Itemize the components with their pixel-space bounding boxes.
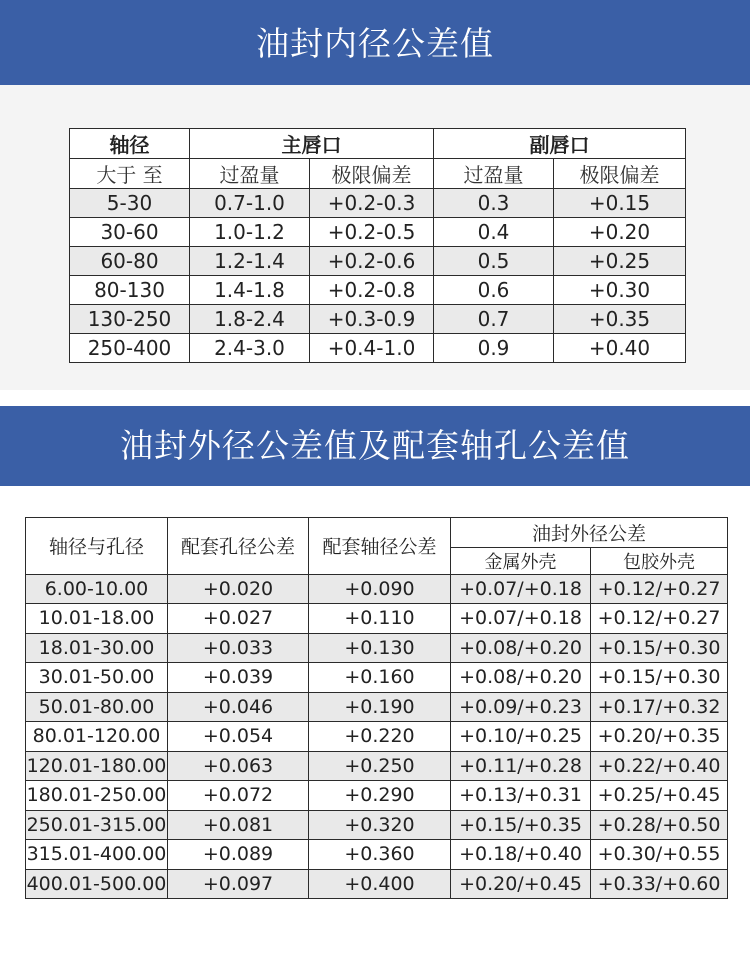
table-cell: 18.01-30.00 [26, 633, 168, 663]
subheader-interference: 过盈量 [190, 159, 310, 189]
subheader-rubber-case: 包胶外壳 [591, 547, 728, 574]
section2-title-banner [0, 406, 750, 486]
table-cell: +0.15/+0.35 [451, 810, 591, 840]
table-cell: 1.8-2.4 [190, 305, 310, 334]
table-cell: +0.2-0.3 [310, 189, 434, 218]
table-cell: 0.7-1.0 [190, 189, 310, 218]
table-cell: +0.07/+0.18 [451, 604, 591, 634]
table-cell: +0.3-0.9 [310, 305, 434, 334]
table-row [70, 276, 686, 305]
header-secondary-lip: 副唇口 [434, 129, 686, 159]
table-cell: +0.290 [309, 781, 451, 811]
table-cell: +0.09/+0.23 [451, 692, 591, 722]
table-cell: +0.10/+0.25 [451, 722, 591, 752]
table-cell: 0.9 [434, 334, 554, 363]
table-cell: +0.15/+0.30 [591, 663, 728, 693]
table-cell: 10.01-18.00 [26, 604, 168, 634]
table-cell: +0.11/+0.28 [451, 751, 591, 781]
subheader-interference: 过盈量 [434, 159, 554, 189]
table-cell: 250-400 [70, 334, 190, 363]
table-cell: +0.20/+0.45 [451, 869, 591, 899]
section1-title-banner [0, 0, 750, 85]
table-cell: +0.190 [309, 692, 451, 722]
table-cell: 120.01-180.00 [26, 751, 168, 781]
table-cell: 315.01-400.00 [26, 840, 168, 870]
table-cell: +0.08/+0.20 [451, 633, 591, 663]
table-cell: 180.01-250.00 [26, 781, 168, 811]
table-row [70, 218, 686, 247]
table-cell: 0.7 [434, 305, 554, 334]
table-cell: +0.08/+0.20 [451, 663, 591, 693]
table-row [26, 869, 728, 899]
header-main-lip: 主唇口 [190, 129, 434, 159]
section2-title: 油封外径公差值及配套轴孔公差值 [120, 426, 630, 465]
table-row [26, 692, 728, 722]
table-cell: 0.3 [434, 189, 554, 218]
table-cell: 1.2-1.4 [190, 247, 310, 276]
table-cell: +0.33/+0.60 [591, 869, 728, 899]
table-row [26, 604, 728, 634]
header-shaft-and-bore: 轴径与孔径 [26, 518, 168, 575]
table-cell: 1.0-1.2 [190, 218, 310, 247]
table-row [70, 334, 686, 363]
table-cell: +0.20 [554, 218, 686, 247]
table-cell: +0.160 [309, 663, 451, 693]
table-cell: +0.320 [309, 810, 451, 840]
table-cell: +0.30 [554, 276, 686, 305]
table-cell: +0.360 [309, 840, 451, 870]
table-cell: 60-80 [70, 247, 190, 276]
table-row [26, 781, 728, 811]
table-cell: +0.063 [168, 751, 309, 781]
table-cell: +0.40 [554, 334, 686, 363]
table-cell: +0.130 [309, 633, 451, 663]
table-cell: 30-60 [70, 218, 190, 247]
header-seal-od-tolerance: 油封外径公差 [451, 518, 728, 548]
subheader-metal-case: 金属外壳 [451, 547, 591, 574]
table-cell: 6.00-10.00 [26, 574, 168, 604]
table-cell: 50.01-80.00 [26, 692, 168, 722]
table-row [26, 840, 728, 870]
table-cell: +0.20/+0.35 [591, 722, 728, 752]
table-cell: +0.12/+0.27 [591, 574, 728, 604]
table-cell: +0.18/+0.40 [451, 840, 591, 870]
table-cell: +0.07/+0.18 [451, 574, 591, 604]
table-cell: 400.01-500.00 [26, 869, 168, 899]
header-bore-tolerance: 配套孔径公差 [168, 518, 309, 575]
table-header-row [26, 518, 728, 548]
table-cell: 0.5 [434, 247, 554, 276]
subheader-limit-deviation: 极限偏差 [554, 159, 686, 189]
table-subheader-row [70, 159, 686, 189]
table-row [26, 751, 728, 781]
section1-title: 油封内径公差值 [256, 24, 494, 63]
table-cell: +0.17/+0.32 [591, 692, 728, 722]
table-cell: +0.12/+0.27 [591, 604, 728, 634]
table-cell: +0.13/+0.31 [451, 781, 591, 811]
table-cell: 80-130 [70, 276, 190, 305]
table-cell: +0.2-0.6 [310, 247, 434, 276]
subheader-range: 大于 至 [70, 159, 190, 189]
table-cell: 0.6 [434, 276, 554, 305]
table-row [26, 810, 728, 840]
table-cell: +0.30/+0.55 [591, 840, 728, 870]
table-cell: +0.15 [554, 189, 686, 218]
table-cell: +0.250 [309, 751, 451, 781]
table-cell: +0.097 [168, 869, 309, 899]
table-row [26, 574, 728, 604]
table-cell: +0.28/+0.50 [591, 810, 728, 840]
table-cell: +0.2-0.5 [310, 218, 434, 247]
table-cell: +0.22/+0.40 [591, 751, 728, 781]
table-row [26, 633, 728, 663]
table-row [70, 305, 686, 334]
table-cell: 80.01-120.00 [26, 722, 168, 752]
oil-seal-inner-diameter-table [69, 128, 686, 363]
subheader-limit-deviation: 极限偏差 [310, 159, 434, 189]
table-cell: +0.054 [168, 722, 309, 752]
table-cell: 2.4-3.0 [190, 334, 310, 363]
table-cell: +0.033 [168, 633, 309, 663]
header-shaft-diameter: 轴径 [70, 129, 190, 159]
table-cell: 130-250 [70, 305, 190, 334]
table-cell: 1.4-1.8 [190, 276, 310, 305]
table-cell: +0.25/+0.45 [591, 781, 728, 811]
table-cell: +0.072 [168, 781, 309, 811]
oil-seal-outer-diameter-table [25, 517, 728, 899]
table-row [26, 663, 728, 693]
table-cell: +0.020 [168, 574, 309, 604]
table-header-row [70, 129, 686, 159]
table-cell: +0.400 [309, 869, 451, 899]
table-row [26, 722, 728, 752]
table-cell: +0.089 [168, 840, 309, 870]
table-cell: +0.35 [554, 305, 686, 334]
table-cell: +0.081 [168, 810, 309, 840]
table-cell: 250.01-315.00 [26, 810, 168, 840]
table-cell: +0.15/+0.30 [591, 633, 728, 663]
table-cell: +0.4-1.0 [310, 334, 434, 363]
table-cell: +0.25 [554, 247, 686, 276]
table-row [70, 189, 686, 218]
header-shaft-tolerance: 配套轴径公差 [309, 518, 451, 575]
table-cell: +0.039 [168, 663, 309, 693]
table-row [70, 247, 686, 276]
table-cell: +0.090 [309, 574, 451, 604]
table-cell: 30.01-50.00 [26, 663, 168, 693]
table-cell: +0.220 [309, 722, 451, 752]
table-cell: +0.046 [168, 692, 309, 722]
table-cell: +0.2-0.8 [310, 276, 434, 305]
table-cell: 5-30 [70, 189, 190, 218]
table-cell: +0.027 [168, 604, 309, 634]
table-cell: 0.4 [434, 218, 554, 247]
table-cell: +0.110 [309, 604, 451, 634]
